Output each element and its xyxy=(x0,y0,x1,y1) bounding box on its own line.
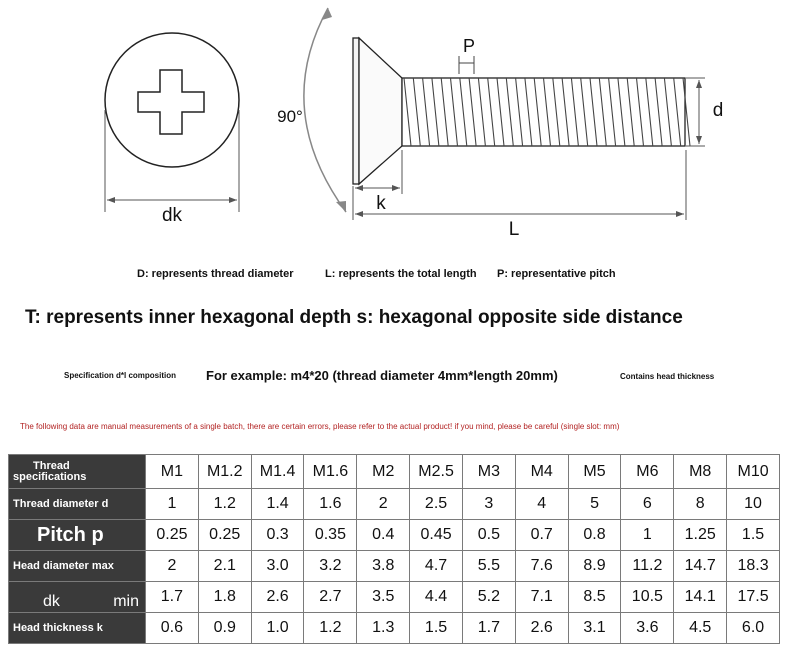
legend-total-length: L: represents the total length xyxy=(325,268,477,280)
cell-min: 2.7 xyxy=(304,582,357,613)
cell-spec: M1.4 xyxy=(251,455,304,489)
cell-spec: M5 xyxy=(568,455,621,489)
p-dimension-label: P xyxy=(462,36,476,56)
cell-p: 1 xyxy=(621,520,674,551)
cell-max: 5.5 xyxy=(462,551,515,582)
cell-min: 14.1 xyxy=(674,582,727,613)
row-label xyxy=(9,582,146,613)
cell-k: 0.9 xyxy=(198,613,251,644)
cell-p: 0.35 xyxy=(304,520,357,551)
row-head-thickness xyxy=(9,613,780,644)
legend-pitch: P: representative pitch xyxy=(497,268,616,280)
cell-d: 4 xyxy=(515,489,568,520)
screw-side-view xyxy=(353,38,690,184)
measurement-disclaimer: The following data are manual measurements of a single batch, there are certain errors, please refer to the actual product! if you mind, please be careful (single slot: mm) xyxy=(20,422,620,431)
cell-d: 5 xyxy=(568,489,621,520)
row-pitch xyxy=(9,520,780,551)
cell-max: 8.9 xyxy=(568,551,621,582)
hexagonal-note: T: represents inner hexagonal depth s: hexagonal opposite side distance xyxy=(25,307,683,328)
cell-p: 0.3 xyxy=(251,520,304,551)
head-thickness-note: Contains head thickness xyxy=(620,372,715,381)
cell-k: 3.1 xyxy=(568,613,621,644)
cell-d: 2 xyxy=(357,489,410,520)
cell-p: 0.7 xyxy=(515,520,568,551)
cell-max: 2 xyxy=(146,551,199,582)
cell-d: 1.2 xyxy=(198,489,251,520)
cell-spec: M1.6 xyxy=(304,455,357,489)
angle-arc xyxy=(304,8,346,212)
cell-p: 0.8 xyxy=(568,520,621,551)
cell-min: 5.2 xyxy=(462,582,515,613)
cell-p: 1.25 xyxy=(674,520,727,551)
cell-min: 7.1 xyxy=(515,582,568,613)
screw-diagram xyxy=(0,0,788,250)
cell-spec: M6 xyxy=(621,455,674,489)
row-label xyxy=(9,455,146,489)
row-thread-diameter xyxy=(9,489,780,520)
cell-k: 0.6 xyxy=(146,613,199,644)
cell-p: 0.5 xyxy=(462,520,515,551)
spec-label-line1: Thread xyxy=(33,459,70,472)
cell-max: 14.7 xyxy=(674,551,727,582)
cell-p: 0.25 xyxy=(146,520,199,551)
cell-d: 1 xyxy=(146,489,199,520)
cell-p: 0.4 xyxy=(357,520,410,551)
cell-k: 1.3 xyxy=(357,613,410,644)
cell-k: 3.6 xyxy=(621,613,674,644)
cell-k: 6.0 xyxy=(727,613,780,644)
cell-min: 17.5 xyxy=(727,582,780,613)
cell-spec: M1 xyxy=(146,455,199,489)
cell-min: 1.7 xyxy=(146,582,199,613)
cell-spec: M1.2 xyxy=(198,455,251,489)
cell-k: 4.5 xyxy=(674,613,727,644)
cell-min: 2.6 xyxy=(251,582,304,613)
cell-max: 3.2 xyxy=(304,551,357,582)
cell-d: 6 xyxy=(621,489,674,520)
cell-spec: M3 xyxy=(462,455,515,489)
spec-table xyxy=(8,454,780,644)
cell-min: 3.5 xyxy=(357,582,410,613)
cell-k: 1.0 xyxy=(251,613,304,644)
cell-min: 10.5 xyxy=(621,582,674,613)
row-thread-specifications xyxy=(9,455,780,489)
row-label: Head diameter max xyxy=(9,551,146,582)
cell-spec: M2 xyxy=(357,455,410,489)
row-label: Pitch p xyxy=(9,520,146,551)
cell-max: 3.8 xyxy=(357,551,410,582)
row-label: Thread diameter d xyxy=(9,489,146,520)
cell-d: 1.4 xyxy=(251,489,304,520)
cell-spec: M4 xyxy=(515,455,568,489)
cell-max: 11.2 xyxy=(621,551,674,582)
cell-min: 8.5 xyxy=(568,582,621,613)
l-dimension-label: L xyxy=(508,219,520,240)
spec-composition-label: Specification d*l composition xyxy=(64,371,177,380)
cell-d: 8 xyxy=(674,489,727,520)
cell-min: 4.4 xyxy=(410,582,463,613)
cell-k: 1.2 xyxy=(304,613,357,644)
screw-head-top-view xyxy=(105,33,239,212)
cell-spec: M10 xyxy=(727,455,780,489)
cell-spec: M2.5 xyxy=(410,455,463,489)
cell-max: 2.1 xyxy=(198,551,251,582)
d-dimension-label: d xyxy=(712,100,724,121)
min-label: min xyxy=(113,592,139,610)
cell-max: 3.0 xyxy=(251,551,304,582)
row-head-diameter-min xyxy=(9,582,780,613)
cell-max: 7.6 xyxy=(515,551,568,582)
pitch-marker xyxy=(459,56,474,74)
cell-d: 10 xyxy=(727,489,780,520)
length-dimension-lines xyxy=(353,150,686,220)
cell-d: 1.6 xyxy=(304,489,357,520)
dk-label: dk xyxy=(43,592,60,610)
cell-min: 1.8 xyxy=(198,582,251,613)
dk-dimension-label: dk xyxy=(161,205,183,226)
cell-k: 1.7 xyxy=(462,613,515,644)
cell-d: 2.5 xyxy=(410,489,463,520)
legend-thread-diameter: D: represents thread diameter xyxy=(137,268,294,280)
cell-k: 2.6 xyxy=(515,613,568,644)
angle-label: 90° xyxy=(277,107,303,126)
cell-p: 0.45 xyxy=(410,520,463,551)
cell-spec: M8 xyxy=(674,455,727,489)
cell-p: 1.5 xyxy=(727,520,780,551)
example-text: For example: m4*20 (thread diameter 4mm*length 20mm) xyxy=(206,368,558,383)
cell-p: 0.25 xyxy=(198,520,251,551)
cell-max: 4.7 xyxy=(410,551,463,582)
row-label: Head thickness k xyxy=(9,613,146,644)
cell-d: 3 xyxy=(462,489,515,520)
k-dimension-label: k xyxy=(376,193,386,214)
spec-label-line2: specifications xyxy=(13,470,87,483)
row-head-diameter-max xyxy=(9,551,780,582)
cell-max: 18.3 xyxy=(727,551,780,582)
cell-k: 1.5 xyxy=(410,613,463,644)
